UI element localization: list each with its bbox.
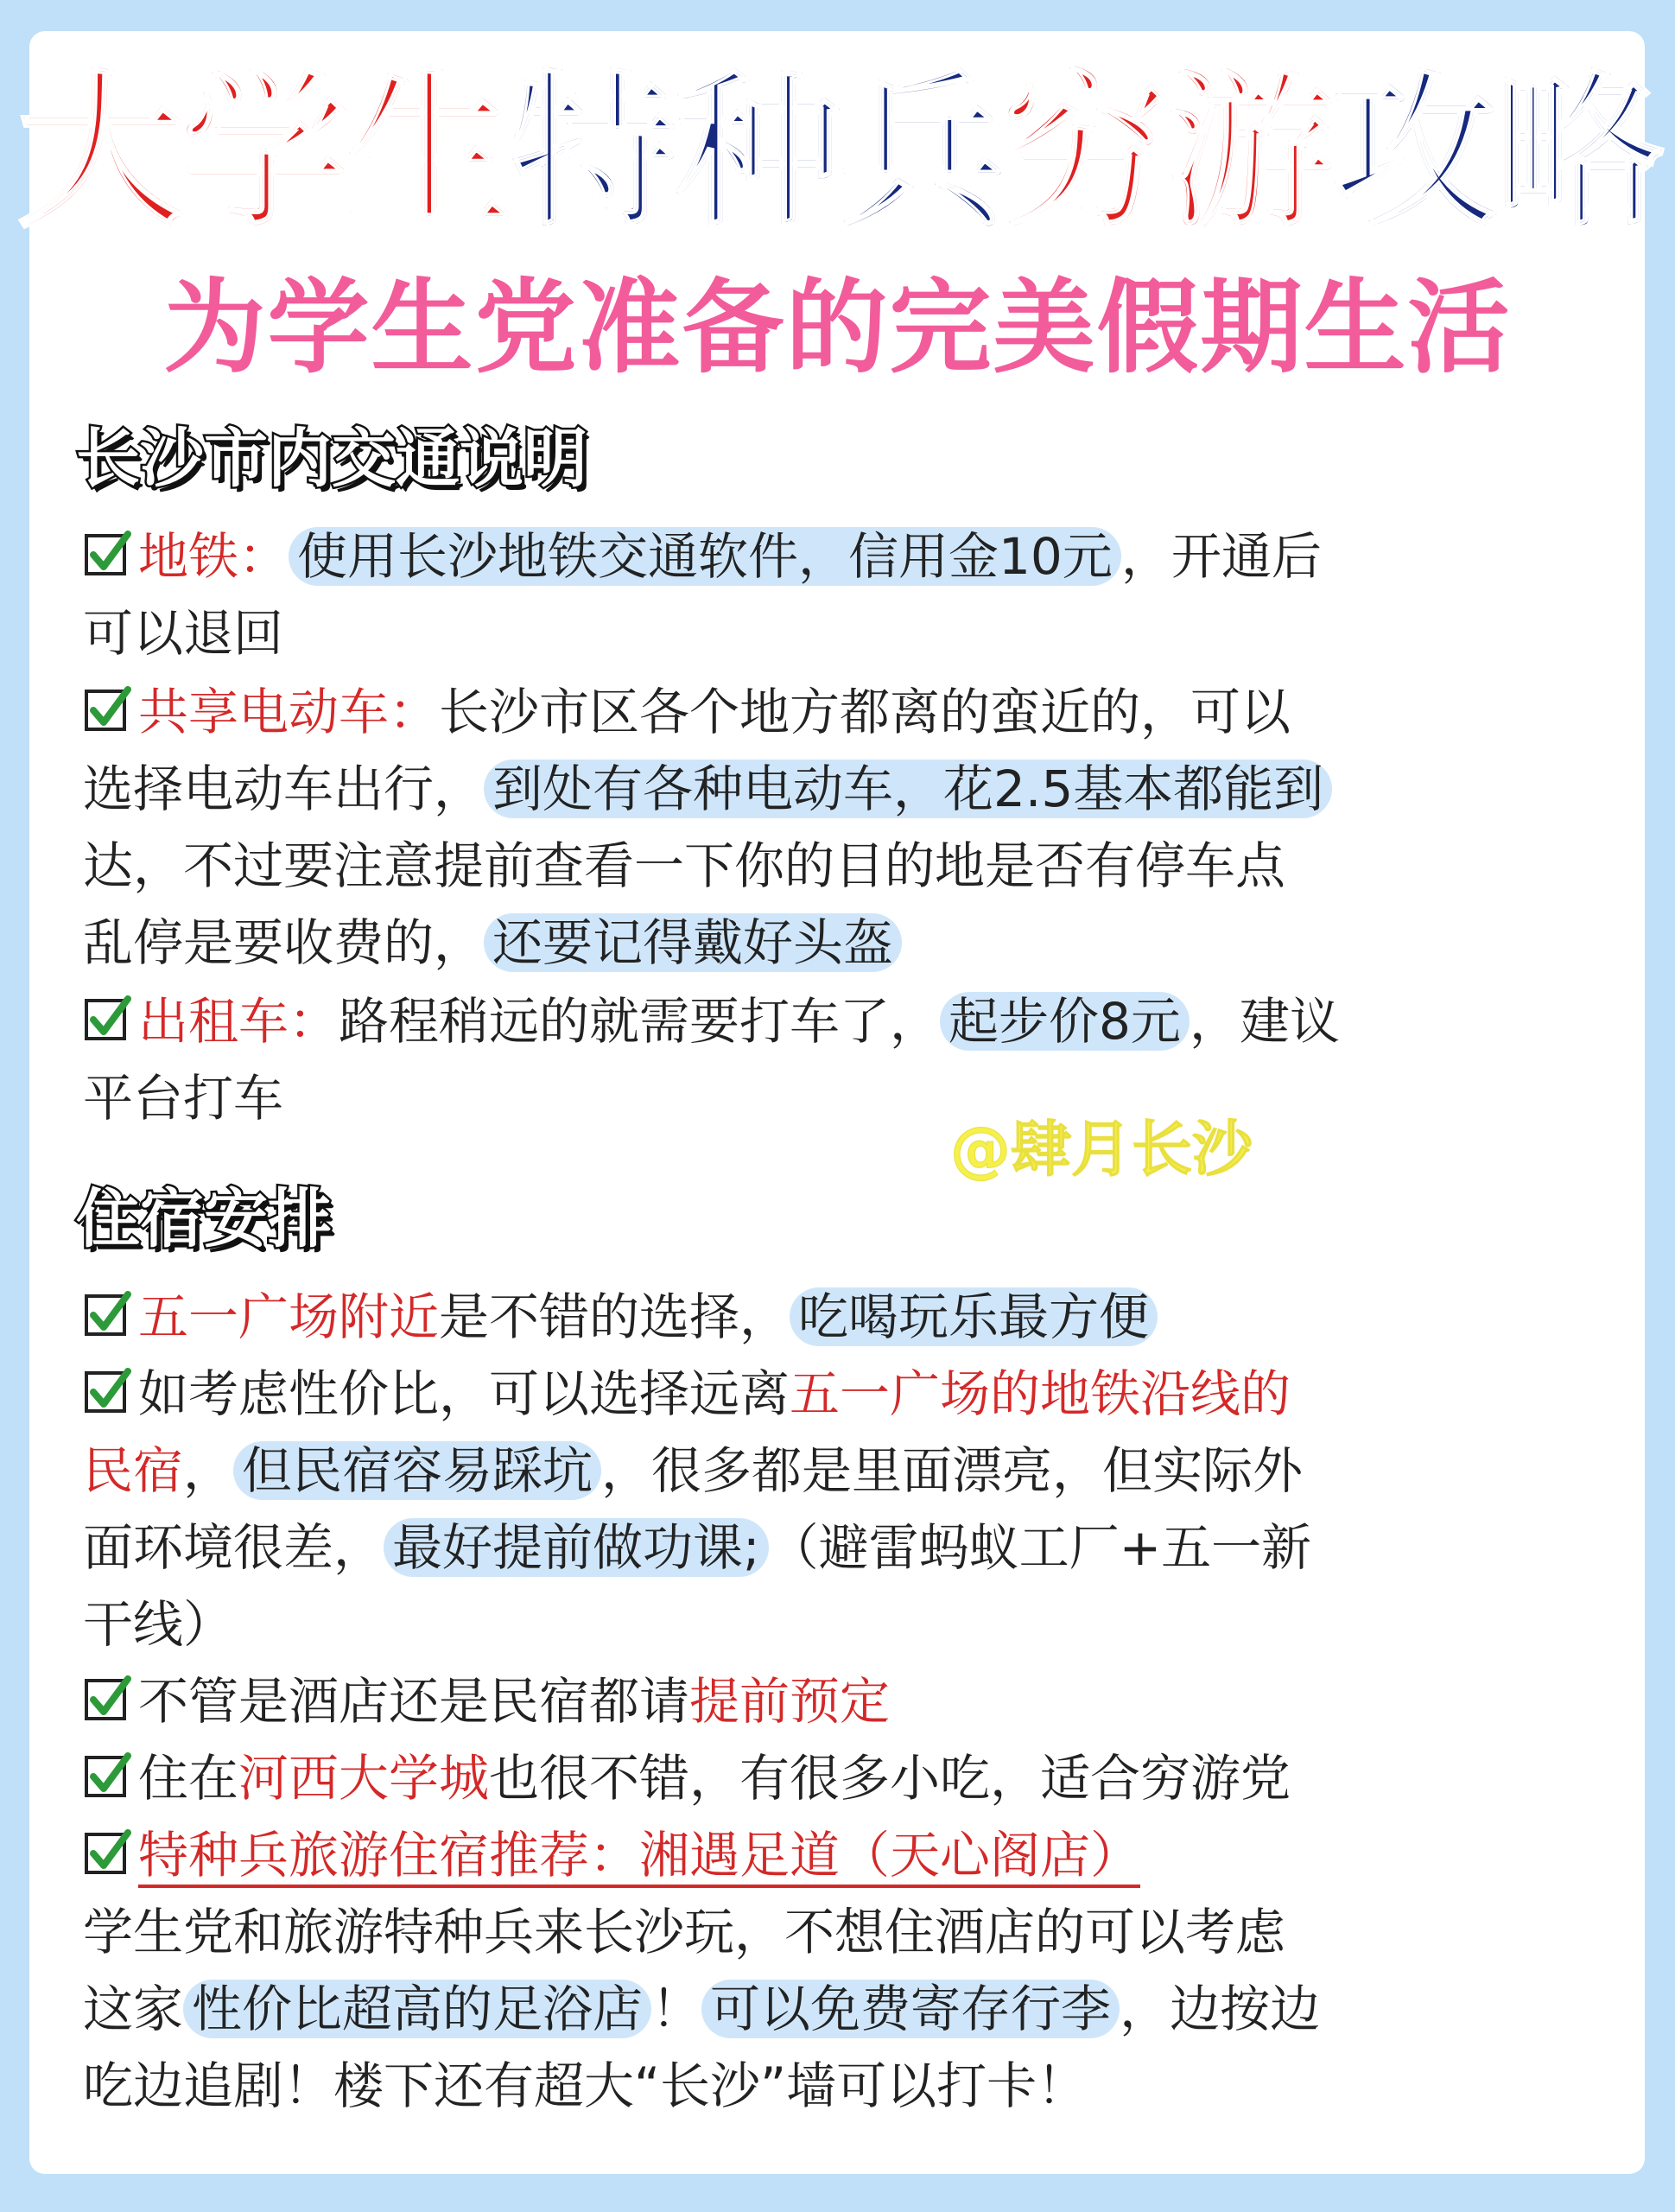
item-text: ，边按边 (1120, 1980, 1321, 2038)
item-text: 干线） (83, 1595, 234, 1654)
highlight-text: 最好提前做功课; (384, 1518, 769, 1577)
checkbox-check-icon (83, 529, 133, 579)
item-label-subway: 地铁： (138, 527, 289, 586)
list-item (83, 1817, 1603, 1894)
list-item (83, 518, 1603, 595)
list-item (83, 674, 1603, 751)
item-text: 如考虑性价比，可以选择远离 (138, 1364, 790, 1423)
highlight-text: 起步价8元 (940, 992, 1190, 1051)
lodging-list (83, 1279, 1603, 2125)
item-text: 达，不过要注意提前查看一下你的目的地是否有停车点 (83, 836, 1286, 895)
item-text-line (83, 1510, 1603, 1586)
item-text: 住在 (138, 1749, 239, 1808)
item-text-line (83, 751, 1603, 828)
list-item (83, 1279, 1603, 1356)
list-item (83, 983, 1603, 1060)
highlight-text: 可以免费寄存行李 (701, 1980, 1120, 2038)
item-text: 吃边追剧！楼下还有超大“长沙”墙可以打卡！ (83, 2056, 1088, 2115)
checkbox-check-icon (83, 994, 133, 1044)
checkbox-check-icon (83, 1751, 133, 1801)
title-part-3: 穷游 (1001, 54, 1330, 251)
item-text: 平台打车 (83, 1069, 284, 1128)
section-heading-lodging: 住宿安排 (76, 1182, 332, 1256)
section-heading-transport: 长沙市内交通说明 (76, 422, 587, 496)
checkbox-check-icon (83, 1366, 133, 1416)
item-text: （避雷蚂蚁工厂+五一新 (768, 1518, 1312, 1577)
item-emphasis: 五一广场的地铁沿线的 (790, 1364, 1291, 1423)
item-emphasis: 民宿 (83, 1441, 184, 1500)
item-text: 也很不错，有很多小吃，适合穷游党 (489, 1749, 1291, 1808)
list-item (83, 1356, 1603, 1433)
title-part-1: 大学生 (16, 54, 510, 251)
item-text-line (83, 1433, 1603, 1510)
item-label-taxi: 出租车： (138, 992, 339, 1051)
item-text: 乱停是要收费的， (83, 913, 485, 972)
item-label: 五一广场附近 (138, 1287, 440, 1346)
highlight-text: 吃喝玩乐最方便 (790, 1287, 1158, 1346)
page-title (0, 54, 1675, 252)
item-text: ！ (651, 1980, 702, 2038)
transport-list (83, 518, 1603, 1137)
item-text: 可以退回 (83, 604, 284, 663)
highlight-text: 使用长沙地铁交通软件，信用金10元 (289, 527, 1121, 586)
item-text: 路程稍远的就需要打车了， (339, 992, 941, 1051)
item-emphasis: 河西大学城 (238, 1749, 490, 1808)
list-item (83, 1740, 1603, 1817)
checkbox-check-icon (83, 1827, 133, 1878)
title-part-2: 特种兵 (509, 54, 1002, 251)
checkbox-check-icon (83, 684, 133, 734)
checkbox-check-icon (83, 1674, 133, 1724)
highlight-text: 还要记得戴好头盔 (484, 913, 902, 972)
watermark: @肆月长沙 (950, 1114, 1253, 1185)
page-subtitle: 为学生党准备的完美假期生活 (163, 268, 1512, 387)
list-item (83, 1663, 1603, 1740)
checkbox-check-icon (83, 1289, 133, 1339)
item-label-ebike: 共享电动车： (138, 683, 440, 741)
item-text: ，很多都是里面漂亮，但实际外 (601, 1441, 1304, 1500)
item-text: 长沙市区各个地方都离的蛮近的，可以 (439, 683, 1291, 741)
item-text: 学生党和旅游特种兵来长沙玩，不想住酒店的可以考虑 (83, 1903, 1286, 1961)
highlight-text: 但民宿容易踩坑 (233, 1441, 601, 1500)
item-text: ， (183, 1441, 234, 1500)
item-text: ，建议 (1189, 992, 1340, 1051)
title-part-4: 攻略 (1329, 54, 1659, 251)
item-text-line (83, 1971, 1603, 2048)
recommendation-title: 特种兵旅游住宿推荐：湘遇足道（天心阁店） (138, 1826, 1140, 1888)
item-emphasis: 提前预定 (689, 1672, 891, 1731)
item-text: 面环境很差， (83, 1518, 384, 1577)
item-text: 是不错的选择， (439, 1287, 790, 1346)
item-text: 选择电动车出行， (83, 760, 485, 818)
highlight-text: 到处有各种电动车，花2.5基本都能到 (484, 760, 1332, 818)
highlight-text: 性价比超高的足浴店 (183, 1980, 651, 2038)
item-text: 不管是酒店还是民宿都请 (138, 1672, 690, 1731)
item-text-line (83, 905, 1603, 982)
item-text: 这家 (83, 1980, 184, 2038)
item-text: ，开通后 (1120, 527, 1322, 586)
